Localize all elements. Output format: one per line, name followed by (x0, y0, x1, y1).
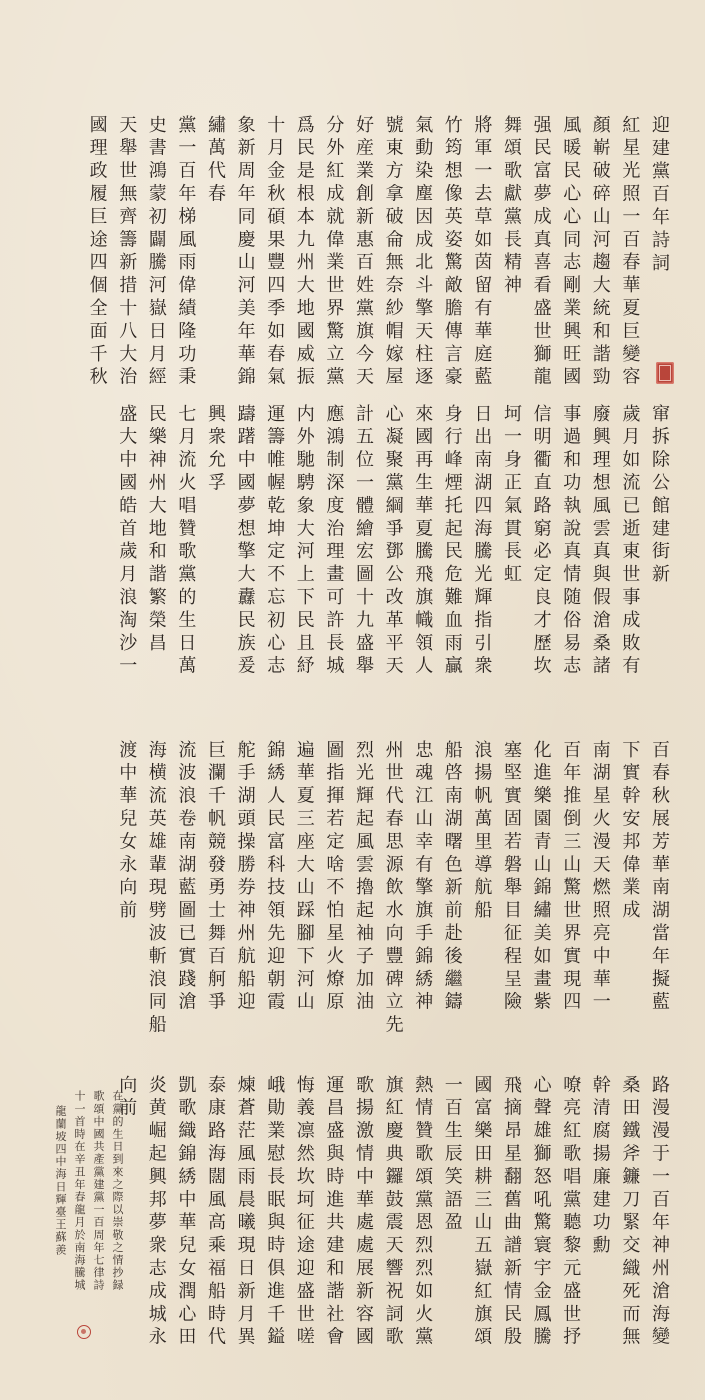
poem-column: 遍華夏三座大山踩腳下河山 (293, 740, 315, 1015)
poem-column: 來國再生華夏騰飛旗幟領人 (412, 404, 434, 679)
poem-column: 炎黄崛起興邦夢衆志成城永 (145, 1075, 167, 1350)
poem-column: 嘹亮紅歌唱黨聽黎元盛世抒 (560, 1075, 582, 1350)
poem-column: 興衆允孚 (205, 404, 226, 496)
poem-column: 號東方拿破侖無奈紗帽嫁屋 (382, 115, 404, 390)
poem-column: 百年推倒三山驚世界實現四 (560, 740, 582, 1015)
poem-column: 渡中華兒女永向前 (116, 740, 138, 924)
poem-column: 將軍一去草如茵留有華庭藍 (471, 115, 493, 390)
poem-column: 好産業創新惠百姓黨旗今天 (353, 115, 374, 390)
poem-column: 民樂神州大地和諧繁榮昌 (145, 404, 167, 656)
poem-column: 歌揚激情中華處處展新容國 (353, 1075, 374, 1350)
poem-column: 塞堅實固若磐舉目征程呈險 (501, 740, 522, 1015)
poem-column: 國理政履巨途四個全面千秋 (86, 115, 108, 390)
poem-column: 史書鴻蒙初闢騰河嶽日月經 (145, 115, 167, 390)
poem-column: 日出南湖四海騰光輝指引衆 (471, 404, 493, 679)
poem-column: 巨瀾千帆競發勇士舞百舸爭 (205, 740, 226, 1015)
poem-column: 旗紅慶典鑼鼓震天響祝詞歌 (382, 1075, 404, 1350)
poem-column: 氣動染塵因成北斗擎天柱逐 (412, 115, 434, 390)
poem-column: 圖指揮若定啥不怕星火燎原 (323, 740, 345, 1015)
poem-column: 身行峰煙托起民危難血雨贏 (441, 404, 463, 679)
poem-column: 一百生辰笑語盈 (441, 1075, 463, 1236)
poem-column: 坷一身正氣貫長虹 (501, 404, 522, 588)
poem-column: 分外紅成就偉業世界驚立黨 (323, 115, 345, 390)
poem-column: 船啓南湖曙色新前赴後繼鑄 (441, 740, 463, 1015)
poem-column: 應鴻制深度治理畫可許長城 (323, 404, 345, 679)
poem-column: 煉蒼茫風雨晨曦現日新月異 (234, 1075, 256, 1350)
title-seal (656, 362, 674, 384)
poem-column: 窜拆除公館建街新 (649, 404, 670, 588)
poem-column: 峨勛業慰長眠與時俱進千鎰 (264, 1075, 286, 1350)
poem-column: 計五位一體繪宏圖十九盛舉 (353, 404, 374, 679)
poem-column: 桑田鐵斧鐮刀緊交織死而無 (619, 1075, 641, 1350)
poem-column: 飛摘昂星翻舊曲譜新情民殷 (501, 1075, 522, 1350)
inscription-column: 龍蘭坡四中海日輝臺王蘇羨 (54, 1105, 67, 1257)
poem-column: 廢興理想風雲真與假滄桑諸 (589, 404, 611, 679)
poem-column: 紅星光照一百春華夏巨變容 (619, 115, 641, 390)
poem-column: 舞頌歌獻黨長精神 (501, 115, 522, 299)
poem-column: 歲月如流已逝東世事成敗有 (619, 404, 641, 679)
poem-column: 悔義凛然坎坷征途迎盛世嗟 (293, 1075, 315, 1350)
poem-column: 運籌帷幄乾坤定不忘初心志 (264, 404, 286, 679)
poem-column: 十月金秋碩果豐四季如春氣 (264, 115, 286, 390)
poem-column: 錦綉人民富科技領先迎朝霞 (264, 740, 286, 1015)
poem-column: 下實幹安邦偉業成 (619, 740, 641, 924)
poem-column: 泰康路海闊風高乘福船時代 (205, 1075, 226, 1350)
poem-column: 國富樂田耕三山五嶽紅旗頌 (471, 1075, 493, 1350)
poem-column: 向前 (116, 1075, 138, 1121)
poem-column: 繡萬代春 (205, 115, 226, 207)
poem-column: 熱情贊歌頌黨恩烈烈如火黨 (412, 1075, 434, 1350)
poem-column: 躊躇中國夢想擎大纛民族爰 (234, 404, 256, 679)
poem-column: 化進樂園青山錦繡美如畫紫 (530, 740, 552, 1015)
poem-column: 幹清腐揚廉建功勳 (589, 1075, 611, 1259)
poem-column: 浪揚帆萬里導航船 (471, 740, 493, 924)
poem-column: 竹筠想像英姿驚敵膽傳言豪 (441, 115, 463, 390)
poem-column: 忠魂江山幸有擎旗手錦綉神 (412, 740, 434, 1015)
poem-column: 路漫漫于一百年神州滄海變 (649, 1075, 670, 1350)
poem-column: 内外馳騁象大河上下民且紓 (293, 404, 315, 679)
poem-column: 舵手湖頭操勝券神州航船迎 (234, 740, 256, 1015)
poem-column: 七月流火唱贊歌黨的生日萬 (175, 404, 197, 679)
inscription-column: 在黨的生日到來之際以崇敬之情抄録 (111, 1090, 124, 1292)
poem-column: 心凝聚黨綱爭鄧公改革平天 (382, 404, 404, 679)
poem-column: 天舉世無齊籌新措十八大治 (116, 115, 138, 390)
poem-column: 烈光輝起風雲擼起袖子加油 (353, 740, 374, 1015)
poem-column: 爲民是根本九州大地國威振 (293, 115, 315, 390)
poem-column: 强民富夢成真喜看盛世獅龍 (530, 115, 552, 390)
inscription-column: 歌頌中國共產黨建黨一百周年七律詩 (92, 1090, 105, 1292)
poem-column: 海横流英雄輩現劈波斬浪同船 (145, 740, 167, 1038)
poem-column: 州世代春思源飲水向豐碑立先 (382, 740, 404, 1038)
signature-seal (77, 1325, 91, 1339)
poem-column: 事過和功執說真情随俗易志 (560, 404, 582, 679)
poem-column: 凱歌織錦綉中華兒女潤心田 (175, 1075, 197, 1350)
poem-column: 信明衢直路窮必定良才歷坎 (530, 404, 552, 679)
poem-title: 迎建黨百年詩詞 (649, 115, 670, 276)
poem-column: 黨一百年梯風雨偉績隆功秉 (175, 115, 197, 390)
poem-column: 象新周年同慶山河美年華錦 (234, 115, 256, 390)
poem-column: 盛大中國皓首歲月浪淘沙一 (116, 404, 138, 679)
poem-column: 風暖民心心同志剛業興旺國 (560, 115, 582, 390)
poem-column: 百春秋展芳華南湖當年擬藍 (649, 740, 670, 1015)
poem-column: 顏嶄破碎山河趨大統和諧勁 (589, 115, 611, 390)
inscription-column: 十一首時在辛丑年春龍月於南海騰城 (73, 1090, 86, 1292)
poem-column: 運昌盛與時進共建和諧社會 (323, 1075, 345, 1350)
poem-column: 心聲雄獅怒吼驚寰宇金鳳騰 (530, 1075, 552, 1350)
poem-column: 南湖星火漫天燃照亮中華一 (589, 740, 611, 1015)
poem-column: 流波浪卷南湖藍圖已實踐滄 (175, 740, 197, 1015)
